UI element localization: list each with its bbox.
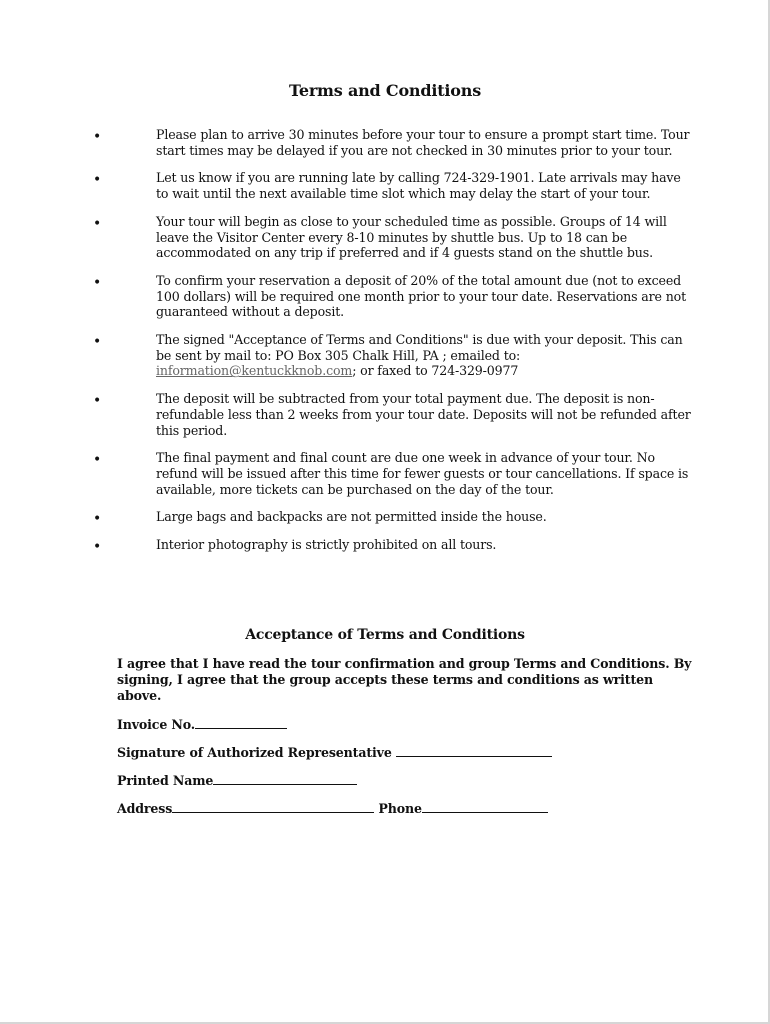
list-item <box>0 170 770 201</box>
acceptance-statement: I agree that I have read the tour confirmation and group Terms and Conditions. By signing, I agree that the group accepts these terms and conditions as written above. <box>117 656 692 703</box>
term-text-before: The signed "Acceptance of Terms and Conditions" is due with your deposit. This can be sent by mail to: PO Box 305 Chalk Hill, PA ; emailed to: <box>156 332 683 363</box>
list-item <box>0 332 770 379</box>
signature-label: Signature of Authorized Representative <box>117 745 392 760</box>
list-item <box>0 509 770 528</box>
term-text: Interior photography is strictly prohibited on all tours. <box>156 537 497 553</box>
bullet-icon: • <box>93 215 102 232</box>
address-phone-field <box>117 800 548 817</box>
term-text: Your tour will begin as close to your scheduled time as possible. Groups of 14 will leave the Visitor Center every 8-10 minutes by shuttle bus. Up to 18 can be accommodated on any trip if preferred and if 4 guests stand on the shuttle bus. <box>156 213 667 261</box>
list-item <box>0 391 770 438</box>
bullet-icon: • <box>93 274 102 291</box>
signature-field <box>117 744 552 761</box>
term-text-after: ; or faxed to 724-329-0977 <box>352 363 519 379</box>
list-item <box>0 127 770 158</box>
printed-name-field <box>117 772 357 789</box>
bullet-icon: • <box>93 511 102 528</box>
invoice-field <box>117 716 287 733</box>
bullet-icon: • <box>93 172 102 189</box>
term-text <box>156 332 696 379</box>
phone-label: Phone <box>378 801 422 816</box>
address-label: Address <box>117 801 173 816</box>
bullet-icon: • <box>93 393 102 410</box>
term-text: The deposit will be subtracted from your total payment due. The deposit is non-refundable less than 2 weeks from your tour date. Deposits will not be refunded after this period. <box>156 391 691 438</box>
term-text: The final payment and final count are due one week in advance of your tour. No refund will be issued after this time for fewer guests or tour cancellations. If space is available, more tickets can be purchased on the day of the tour. <box>156 450 689 497</box>
term-text: Large bags and backpacks are not permitted inside the house. <box>156 509 547 525</box>
acceptance-title: Acceptance of Terms and Conditions <box>245 627 525 643</box>
bullet-icon: • <box>93 539 102 556</box>
bullet-icon: • <box>93 452 102 469</box>
printed-name-label: Printed Name <box>117 773 214 788</box>
list-item <box>0 450 770 497</box>
bullet-icon: • <box>93 129 102 145</box>
term-text: Let us know if you are running late by calling 724-329-1901. Late arrivals may have to wait until the next available time slot which may delay the start of your tour. <box>156 170 681 202</box>
term-text: Please plan to arrive 30 minutes before your tour to ensure a prompt start time. Tour start times may be delayed if you are not checked in 30 minutes prior to your tour. <box>156 127 690 158</box>
list-item <box>0 537 770 556</box>
address-blank[interactable] <box>172 800 374 813</box>
phone-blank[interactable] <box>422 800 548 813</box>
list-item <box>0 214 770 261</box>
email-link[interactable]: information@kentuckknob.com <box>156 363 353 379</box>
terms-list <box>0 127 770 565</box>
bullet-icon: • <box>93 334 102 351</box>
term-text: To confirm your reservation a deposit of 20% of the total amount due (not to exceed 100 dollars) will be required one month prior to your tour date. Reservations are not guaranteed without a deposit. <box>156 272 686 320</box>
signature-blank[interactable] <box>396 744 552 757</box>
invoice-label: Invoice No. <box>117 717 196 732</box>
page-title: Terms and Conditions <box>288 81 482 100</box>
invoice-blank[interactable] <box>195 716 287 729</box>
list-item <box>0 273 770 320</box>
printed-name-blank[interactable] <box>213 772 357 785</box>
